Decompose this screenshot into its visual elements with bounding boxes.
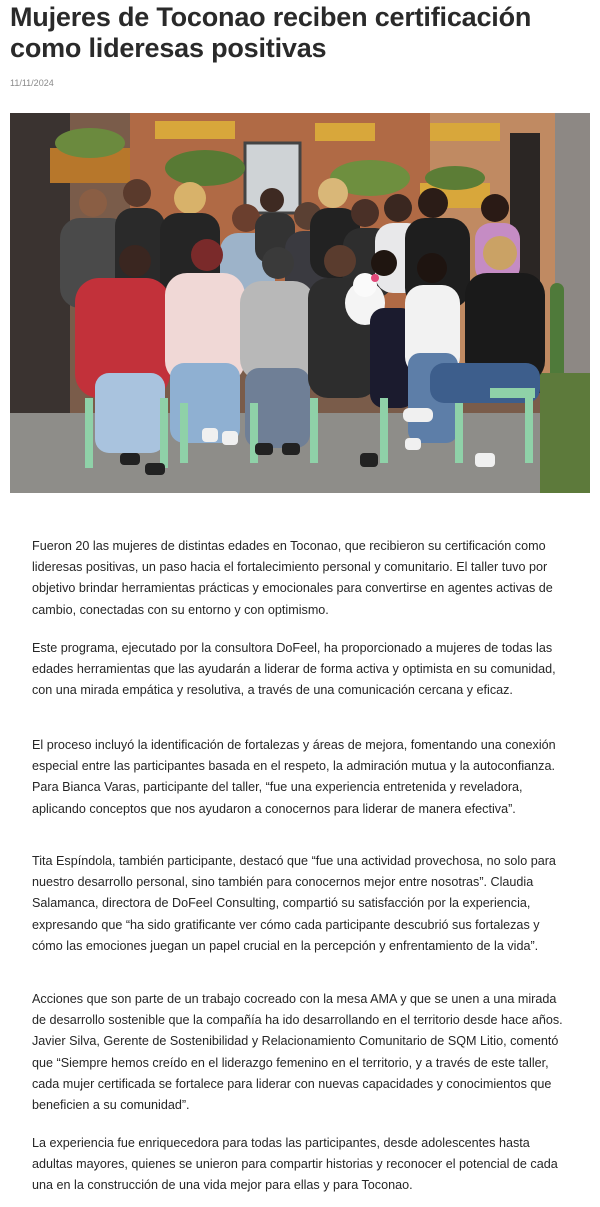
paragraph: El proceso incluyó la identificación de fortalezas y áreas de mejora, fomentando una conexión especial entre las participantes basada en el respeto, la admiración mutua y la autoconfianza. Para Bianca Varas, participante del taller, “fue una experiencia entretenida y reveladora, aplicando conceptos que nos ayudaron a conocernos para liderar de manera efectiva”. [32, 738, 556, 816]
article-title: Mujeres de Toconao reciben certificación como lideresas positivas [10, 2, 532, 63]
paragraph: Fueron 20 las mujeres de distintas edades en Toconao, que recibieron su certificación como lideresas positivas, un paso hacia el fortalecimiento personal y comunitario. El taller tuvo por objetivo brindar herramientas prácticas y emocionales para convertirse en agentes activas de cambio, conectadas con su entorno y con optimismo. [32, 539, 553, 617]
paragraph: Tita Espíndola, también participante, destacó que “fue una actividad provechosa, no solo para nuestro desarrollo personal, sino también para conocernos mejor entre nosotras”. Claudia Salamanca, directora de DoFeel Consulting, compartió su satisfacción por la experiencia, expresando que “ha sido gratificante ver cómo cada participante descubrió sus fortalezas y cómo las emociones juegan un papel crucial en la percepción y enfrentamiento de la vida”. [32, 854, 556, 953]
paragraph: Este programa, ejecutado por la consultora DoFeel, ha proporcionado a mujeres de todas las edades herramientas que las ayudarán a liderar de forma activa y optimista en su comunidad, con una mirada empática y resolutiva, a través de una comunicación cercana y eficaz. [32, 641, 556, 698]
article-date: 11/11/2024 [10, 78, 54, 88]
group-photo [10, 113, 590, 493]
paragraph: La experiencia fue enriquecedora para todas las participantes, desde adolescentes hasta adultas mayores, quienes se unieron para compartir historias y reconocer el potencial de cada una en la construcción de una vida mejor para ellas y para Toconao. [32, 1136, 558, 1193]
paragraph: Acciones que son parte de un trabajo cocreado con la mesa AMA y que se unen a una mirada de desarrollo sostenible que la compañía ha ido desarrollando en el territorio desde hace años. Javier Silva, Gerente de Sostenibilidad y Relacionamiento Comunitario de SQM Litio, comentó que “Siempre hemos creído en el liderazgo femenino en el territorio, y a través de este taller, cada mujer certificada se fortalece para liderar con nuevas capacidades y conocimientos que beneficien a su comunidad”. [32, 992, 563, 1113]
